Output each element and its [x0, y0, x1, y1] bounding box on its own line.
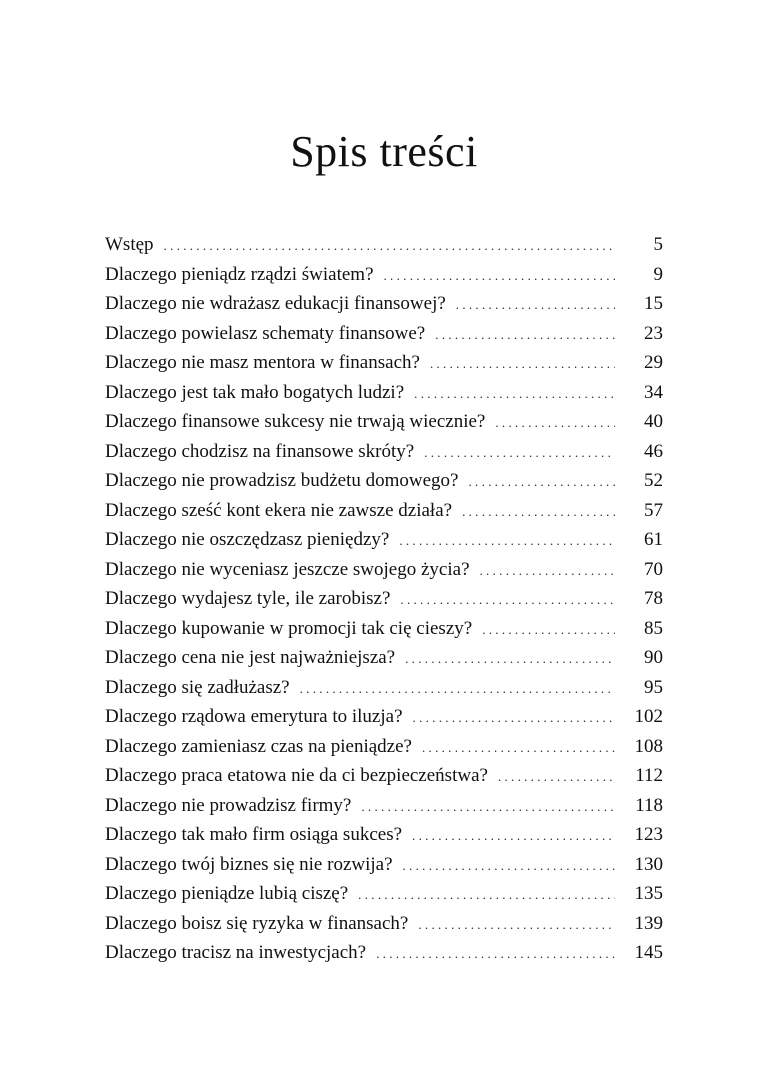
- toc-entry: [105, 820, 663, 850]
- toc-entry: [105, 289, 663, 319]
- dot-leader: [422, 733, 615, 763]
- toc-entry-title: Dlaczego rządowa emerytura to iluzja?: [105, 706, 403, 727]
- toc-entry-page-number: 46: [644, 440, 663, 462]
- toc-entry-page-number: 52: [644, 470, 663, 491]
- toc-entry: [105, 319, 663, 349]
- toc-entry: [105, 525, 663, 555]
- toc-entry: [105, 702, 663, 732]
- toc-entry: [105, 584, 663, 614]
- toc-entry: [105, 791, 663, 821]
- toc-entry: [105, 850, 663, 880]
- dot-leader: [376, 939, 615, 969]
- toc-entry: [105, 879, 663, 909]
- toc-entry-title: Dlaczego jest tak mało bogatych ludzi?: [105, 381, 405, 403]
- dot-leader: [412, 821, 615, 851]
- toc-entry-page-number: 23: [644, 322, 663, 344]
- toc-entry-page-number: 34: [644, 381, 663, 403]
- toc-entry-page-number: 15: [644, 293, 663, 314]
- dot-leader: [384, 261, 616, 291]
- toc-entry: [105, 643, 663, 673]
- dot-leader: [462, 497, 615, 527]
- toc-entry-title: Dlaczego pieniądze lubią ciszę?: [105, 883, 349, 904]
- toc-entry: [105, 673, 663, 703]
- dot-leader: [480, 556, 616, 586]
- dot-leader: [405, 644, 615, 674]
- toc-entry-title: Dlaczego wydajesz tyle, ile zarobisz?: [105, 588, 391, 609]
- toc-entry-title: Dlaczego pieniądz rządzi światem?: [105, 263, 374, 285]
- table-of-contents: [105, 230, 663, 968]
- toc-entry-page-number: 130: [634, 853, 663, 875]
- toc-entry: [105, 909, 663, 939]
- toc-entry-title: Dlaczego sześć kont ekera nie zawsze działa?: [105, 499, 453, 521]
- dot-leader: [164, 231, 615, 261]
- dot-leader: [424, 438, 615, 468]
- toc-entry-page-number: 57: [644, 499, 663, 521]
- toc-entry-title: Dlaczego tak mało firm osiąga sukces?: [105, 824, 403, 845]
- toc-entry-page-number: 102: [634, 706, 663, 727]
- toc-entry-page-number: 135: [634, 883, 663, 904]
- dot-leader: [414, 379, 615, 409]
- toc-entry: [105, 938, 663, 968]
- dot-leader: [495, 408, 615, 438]
- toc-entry-page-number: 112: [635, 765, 663, 786]
- toc-entry-page-number: 70: [644, 558, 663, 580]
- toc-entry-title: Dlaczego praca etatowa nie da ci bezpieczeństwa?: [105, 765, 488, 786]
- toc-entry: [105, 466, 663, 496]
- toc-entry: [105, 378, 663, 408]
- toc-entry: [105, 437, 663, 467]
- toc-entry-page-number: 85: [644, 617, 663, 639]
- toc-entry-page-number: 145: [634, 942, 663, 963]
- toc-entry-title: Dlaczego boisz się ryzyka w finansach?: [105, 912, 409, 934]
- toc-entry-page-number: 95: [644, 676, 663, 698]
- toc-entry-page-number: 5: [653, 234, 663, 255]
- dot-leader: [300, 674, 615, 704]
- toc-entry: [105, 496, 663, 526]
- toc-entry-title: Dlaczego nie prowadzisz budżetu domowego?: [105, 470, 459, 491]
- toc-entry: [105, 761, 663, 791]
- toc-entry-title: Dlaczego nie oszczędzasz pieniędzy?: [105, 529, 390, 550]
- toc-entry-title: Dlaczego kupowanie w promocji tak cię cieszy?: [105, 617, 473, 639]
- toc-entry-page-number: 61: [644, 529, 663, 550]
- toc-entry-page-number: 108: [634, 735, 663, 757]
- toc-entry-page-number: 139: [634, 912, 663, 934]
- toc-entry-page-number: 29: [644, 352, 663, 373]
- toc-entry: [105, 230, 663, 260]
- toc-entry-title: Dlaczego zamieniasz czas na pieniądze?: [105, 735, 412, 757]
- toc-entry: [105, 732, 663, 762]
- toc-entry: [105, 555, 663, 585]
- toc-entry-page-number: 40: [644, 411, 663, 432]
- toc-entry-page-number: 90: [644, 647, 663, 668]
- toc-entry-page-number: 118: [635, 794, 663, 816]
- toc-entry: [105, 407, 663, 437]
- dot-leader: [403, 851, 615, 881]
- toc-entry-title: Dlaczego nie wdrażasz edukacji finansowej?: [105, 293, 446, 314]
- dot-leader: [498, 762, 615, 792]
- dot-leader: [418, 910, 615, 940]
- dot-leader: [358, 880, 615, 910]
- toc-entry-title: Dlaczego tracisz na inwestycjach?: [105, 942, 367, 963]
- toc-entry: [105, 614, 663, 644]
- toc-entry-title: Dlaczego nie prowadzisz firmy?: [105, 794, 352, 816]
- toc-entry-title: Dlaczego nie wyceniasz jeszcze swojego życia?: [105, 558, 470, 580]
- toc-entry: [105, 260, 663, 290]
- dot-leader: [399, 526, 615, 556]
- toc-entry-title: Dlaczego powielasz schematy finansowe?: [105, 322, 426, 344]
- toc-entry-page-number: 123: [634, 824, 663, 845]
- toc-entry-title: Dlaczego nie masz mentora w finansach?: [105, 352, 420, 373]
- toc-entry-title: Dlaczego finansowe sukcesy nie trwają wiecznie?: [105, 411, 486, 432]
- dot-leader: [482, 615, 615, 645]
- toc-entry: [105, 348, 663, 378]
- dot-leader: [435, 320, 615, 350]
- toc-entry-title: Dlaczego cena nie jest najważniejsza?: [105, 647, 396, 668]
- dot-leader: [430, 349, 615, 379]
- dot-leader: [400, 585, 615, 615]
- toc-entry-title: Dlaczego chodzisz na finansowe skróty?: [105, 440, 415, 462]
- toc-entry-title: Dlaczego się zadłużasz?: [105, 676, 290, 698]
- dot-leader: [468, 467, 615, 497]
- dot-leader: [361, 792, 615, 822]
- dot-leader: [456, 290, 615, 320]
- toc-entry-title: Dlaczego twój biznes się nie rozwija?: [105, 853, 393, 875]
- toc-entry-page-number: 78: [644, 588, 663, 609]
- page-title: Spis treści: [290, 127, 478, 176]
- toc-entry-page-number: 9: [653, 263, 663, 285]
- dot-leader: [413, 703, 615, 733]
- toc-entry-title: Wstęp: [105, 234, 154, 255]
